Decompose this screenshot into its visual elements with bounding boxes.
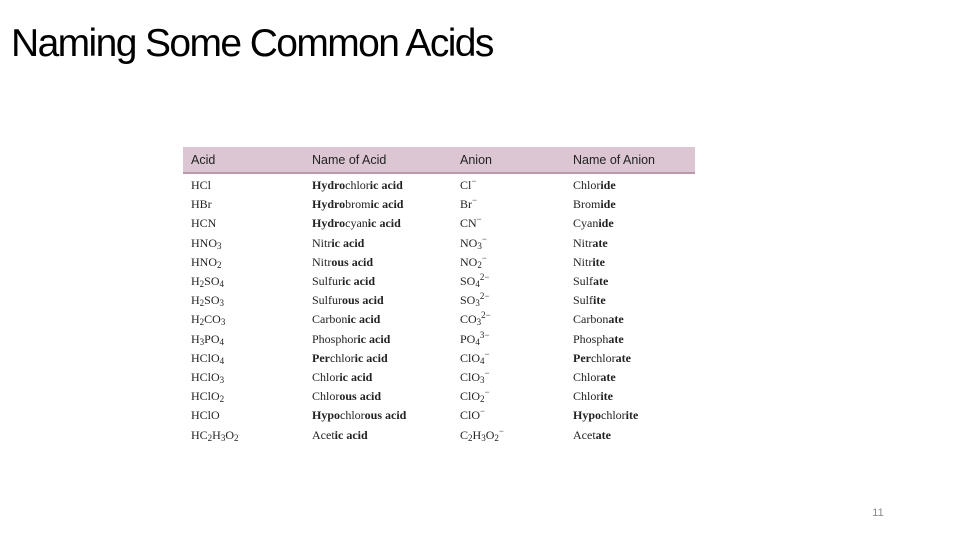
acid-formula-segment: 3	[220, 317, 226, 328]
anion-formula-cell	[452, 253, 565, 272]
anion-name-cell	[565, 291, 695, 310]
acid-name-segment: ic acid	[339, 369, 373, 384]
table-row	[183, 214, 695, 233]
acid-formula-segment: HNO	[191, 254, 217, 269]
acid-name-segment: Nitr	[312, 235, 332, 250]
anion-name-segment: ide	[598, 216, 614, 231]
anion-formula-segment: 3	[480, 374, 485, 385]
acid-name-segment: chlor	[329, 350, 355, 365]
anion-formula-cell	[452, 195, 565, 214]
acid-formula-segment: 3	[220, 432, 226, 443]
acid-name-cell	[304, 387, 452, 406]
acid-formula-cell	[183, 272, 304, 291]
acid-formula-segment: SO	[204, 293, 220, 308]
acid-name-segment: ic acid	[354, 350, 388, 365]
anion-formula-segment: 2	[477, 259, 482, 270]
anion-formula-cell	[452, 173, 565, 195]
acid-name-segment: Nitr	[312, 254, 332, 269]
header-name-of-anion: Name of Anion	[565, 147, 695, 173]
anion-formula-cell	[452, 368, 565, 387]
acids-table	[183, 147, 695, 445]
anion-name-cell	[565, 406, 695, 425]
anion-formula-segment: ClO	[460, 369, 481, 384]
table-row	[183, 195, 695, 214]
acid-formula-segment: 2	[199, 317, 205, 328]
table-row	[183, 291, 695, 310]
anion-formula-segment: 2−	[479, 272, 490, 283]
anion-name-segment: Sulf	[573, 293, 594, 308]
anion-formula-cell	[452, 349, 565, 368]
anion-formula-segment: 2	[468, 432, 473, 443]
acid-formula-cell	[183, 387, 304, 406]
acid-name-segment: Hydro	[312, 216, 346, 231]
acid-formula-segment: 4	[219, 279, 225, 290]
acid-formula-segment: HCl	[191, 178, 212, 193]
anion-formula-cell	[452, 214, 565, 233]
acid-formula-segment: 2	[217, 259, 222, 270]
acid-name-cell	[304, 310, 452, 329]
anion-formula-cell	[452, 310, 565, 329]
acid-name-segment: Chlor	[312, 389, 340, 404]
acid-formula-segment: 4	[219, 355, 225, 366]
anion-formula-segment: −	[471, 176, 477, 187]
acid-formula-cell	[183, 368, 304, 387]
anion-name-segment: ide	[600, 178, 616, 193]
anion-name-cell	[565, 234, 695, 253]
acid-name-segment: ous acid	[339, 389, 382, 404]
acid-formula-segment: 3	[199, 336, 205, 347]
anion-formula-segment: 2	[480, 394, 485, 405]
acid-name-segment: ic acid	[347, 312, 381, 327]
anion-formula-segment: SO	[460, 293, 476, 308]
acid-formula-segment: HCN	[191, 216, 217, 231]
acid-name-cell	[304, 234, 452, 253]
anion-formula-cell	[452, 406, 565, 425]
anion-name-segment: Per	[573, 350, 591, 365]
table-body	[183, 173, 695, 445]
acid-name-segment: ic acid	[369, 178, 403, 193]
anion-name-segment: Phosph	[573, 331, 609, 346]
acid-formula-segment: HClO	[191, 350, 220, 365]
anion-formula-segment: ClO	[460, 389, 481, 404]
anion-formula-segment: CN	[460, 216, 477, 231]
acid-formula-cell	[183, 195, 304, 214]
table-header-row	[183, 147, 695, 173]
acid-name-cell	[304, 173, 452, 195]
anion-name-cell	[565, 310, 695, 329]
anion-name-segment: Nitr	[573, 235, 593, 250]
anion-formula-cell	[452, 330, 565, 349]
anion-name-segment: Chlor	[573, 369, 601, 384]
anion-formula-segment: 3	[476, 317, 482, 328]
anion-formula-segment: 3	[475, 298, 480, 309]
anion-name-cell	[565, 330, 695, 349]
anion-name-segment: ate	[592, 235, 608, 250]
acid-formula-segment: SO	[204, 274, 220, 289]
anion-name-segment: Sulf	[573, 274, 594, 289]
anion-name-cell	[565, 368, 695, 387]
acid-name-segment: Phosphor	[312, 331, 358, 346]
acid-name-cell	[304, 291, 452, 310]
acid-formula-segment: 3	[219, 374, 225, 385]
anion-formula-segment: −	[472, 195, 478, 206]
header-acid: Acid	[183, 147, 304, 173]
table-row	[183, 425, 695, 444]
acid-formula-segment: HBr	[191, 197, 212, 212]
acid-formula-segment: H	[191, 274, 200, 289]
acid-name-cell	[304, 349, 452, 368]
acid-name-cell	[304, 195, 452, 214]
acid-formula-segment: O	[225, 427, 235, 442]
slide-title: Naming Some Common Acids	[11, 22, 493, 65]
anion-formula-segment: SO	[460, 274, 476, 289]
acid-formula-segment: HC	[191, 427, 208, 442]
table-row	[183, 349, 695, 368]
acid-formula-cell	[183, 425, 304, 444]
acid-formula-cell	[183, 291, 304, 310]
acid-formula-segment: HClO	[191, 369, 220, 384]
anion-formula-segment: −	[476, 214, 482, 225]
acid-formula-segment: H	[212, 427, 221, 442]
acid-formula-cell	[183, 406, 304, 425]
header-anion: Anion	[452, 147, 565, 173]
acid-formula-segment: PO	[204, 331, 220, 346]
anion-formula-segment: 2	[494, 432, 499, 443]
anion-formula-segment: H	[472, 427, 482, 442]
acid-name-cell	[304, 425, 452, 444]
header-name-of-acid: Name of Acid	[304, 147, 452, 173]
anion-formula-segment: −	[480, 406, 486, 417]
anion-name-segment: Chlor	[573, 389, 601, 404]
anion-name-segment: ate	[608, 331, 624, 346]
anion-formula-cell	[452, 234, 565, 253]
acid-name-segment: Sulfur	[312, 293, 342, 308]
acid-formula-segment: H	[191, 293, 200, 308]
acid-formula-segment: 4	[219, 336, 225, 347]
acid-name-segment: ic acid	[342, 274, 375, 289]
anion-formula-segment: 4	[475, 336, 480, 347]
anion-formula-segment: 3	[477, 240, 482, 251]
acid-formula-segment: 2	[199, 298, 205, 309]
acid-name-segment: Per	[312, 350, 330, 365]
anion-formula-cell	[452, 291, 565, 310]
acid-formula-segment: HClO	[191, 408, 220, 423]
acid-name-segment: Acet	[312, 427, 335, 442]
acid-formula-segment: 2	[219, 394, 225, 405]
anion-name-cell	[565, 214, 695, 233]
anion-name-segment: ate	[608, 312, 624, 327]
anion-formula-segment: −	[484, 367, 490, 378]
anion-name-segment: ite	[600, 389, 613, 404]
anion-name-segment: ate	[595, 427, 611, 442]
acid-formula-segment: HNO	[191, 235, 217, 250]
anion-formula-segment: NO	[460, 254, 478, 269]
acid-name-cell	[304, 330, 452, 349]
anion-name-cell	[565, 173, 695, 195]
acid-name-cell	[304, 406, 452, 425]
acid-name-segment: cyan	[345, 216, 368, 231]
anion-name-segment: Acet	[573, 427, 596, 442]
acid-name-segment: chlor	[345, 178, 370, 193]
acid-name-segment: brom	[345, 197, 371, 212]
anion-formula-segment: PO	[460, 331, 476, 346]
acid-formula-cell	[183, 173, 304, 195]
acid-formula-cell	[183, 234, 304, 253]
acid-formula-segment: 2	[234, 432, 239, 443]
anion-formula-segment: CO	[460, 312, 477, 327]
slide-number: 11	[872, 507, 884, 519]
acid-name-cell	[304, 214, 452, 233]
anion-formula-cell	[452, 272, 565, 291]
anion-name-segment: ate	[593, 274, 609, 289]
acid-name-segment: chlor	[340, 408, 365, 423]
anion-name-cell	[565, 253, 695, 272]
anion-name-segment: ite	[625, 408, 639, 423]
acid-name-segment: ous acid	[342, 293, 384, 308]
anion-name-segment: ite	[592, 254, 605, 269]
acid-formula-segment: CO	[204, 312, 221, 327]
table-row	[183, 406, 695, 425]
anion-formula-cell	[452, 387, 565, 406]
acid-name-segment: Hydro	[312, 178, 346, 193]
anion-formula-segment: 4	[480, 355, 485, 366]
anion-name-segment: ide	[600, 197, 616, 212]
table-row	[183, 310, 695, 329]
table-row	[183, 272, 695, 291]
anion-name-cell	[565, 387, 695, 406]
acid-name-segment: ic acid	[367, 216, 401, 231]
acid-name-segment: Hypo	[312, 408, 341, 423]
anion-formula-segment: ClO	[460, 350, 481, 365]
anion-formula-segment: −	[484, 387, 490, 398]
anion-formula-segment: −	[481, 252, 487, 263]
acid-formula-cell	[183, 310, 304, 329]
anion-name-cell	[565, 272, 695, 291]
anion-formula-segment: Cl	[460, 178, 472, 193]
anion-formula-segment: C	[460, 427, 469, 442]
anion-name-segment: chlor	[590, 350, 616, 365]
anion-formula-segment: 2−	[479, 291, 490, 302]
anion-name-segment: Brom	[573, 197, 601, 212]
acid-formula-segment: H	[191, 312, 200, 327]
acid-name-segment: Chlor	[312, 369, 340, 384]
acid-formula-segment: 3	[219, 298, 225, 309]
anion-name-segment: Chlor	[573, 178, 601, 193]
acid-name-segment: ic acid	[331, 235, 365, 250]
anion-name-segment: chlor	[601, 408, 626, 423]
anion-formula-segment: −	[481, 233, 487, 244]
table-row	[183, 234, 695, 253]
anion-formula-segment: 2−	[481, 310, 491, 321]
anion-formula-cell	[452, 425, 565, 444]
anion-formula-segment: −	[484, 348, 490, 359]
anion-formula-segment: 3	[481, 432, 486, 443]
anion-formula-segment: Br	[460, 197, 472, 212]
acid-name-cell	[304, 368, 452, 387]
table-row	[183, 387, 695, 406]
anion-name-cell	[565, 349, 695, 368]
anion-name-segment: Nitr	[573, 254, 593, 269]
acid-name-cell	[304, 253, 452, 272]
anion-name-segment: ate	[600, 369, 616, 384]
acid-name-segment: Carbon	[312, 312, 348, 327]
acid-formula-cell	[183, 349, 304, 368]
anion-name-segment: Carbon	[573, 312, 609, 327]
anion-formula-segment: 3−	[479, 329, 490, 340]
acid-formula-segment: 3	[217, 240, 222, 251]
table-row	[183, 253, 695, 272]
anion-name-segment: ite	[593, 293, 606, 308]
acid-formula-cell	[183, 253, 304, 272]
acid-name-segment: ous acid	[364, 408, 407, 423]
acid-formula-segment: 2	[199, 279, 205, 290]
anion-formula-segment: −	[498, 425, 504, 436]
acid-formula-cell	[183, 330, 304, 349]
acid-formula-segment: HClO	[191, 389, 220, 404]
acid-name-segment: ic acid	[334, 427, 368, 442]
anion-name-cell	[565, 425, 695, 444]
table-row	[183, 330, 695, 349]
acid-name-segment: ous acid	[331, 254, 374, 269]
anion-formula-segment: NO	[460, 235, 478, 250]
acid-name-segment: Hydro	[312, 197, 346, 212]
anion-formula-segment: 4	[475, 279, 480, 290]
anion-name-segment: Cyan	[573, 216, 599, 231]
anion-name-segment: ate	[615, 350, 631, 365]
table-row	[183, 173, 695, 195]
acid-name-cell	[304, 272, 452, 291]
acid-name-segment: ic acid	[357, 331, 391, 346]
table-row	[183, 368, 695, 387]
anion-formula-segment: O	[485, 427, 495, 442]
acid-formula-cell	[183, 214, 304, 233]
anion-name-cell	[565, 195, 695, 214]
anion-formula-segment: ClO	[460, 408, 481, 423]
acid-formula-segment: H	[191, 331, 200, 346]
acid-name-segment: Sulfur	[312, 274, 342, 289]
anion-name-segment: Hypo	[573, 408, 602, 423]
acid-formula-segment: 2	[207, 432, 213, 443]
acid-name-segment: ic acid	[370, 197, 404, 212]
